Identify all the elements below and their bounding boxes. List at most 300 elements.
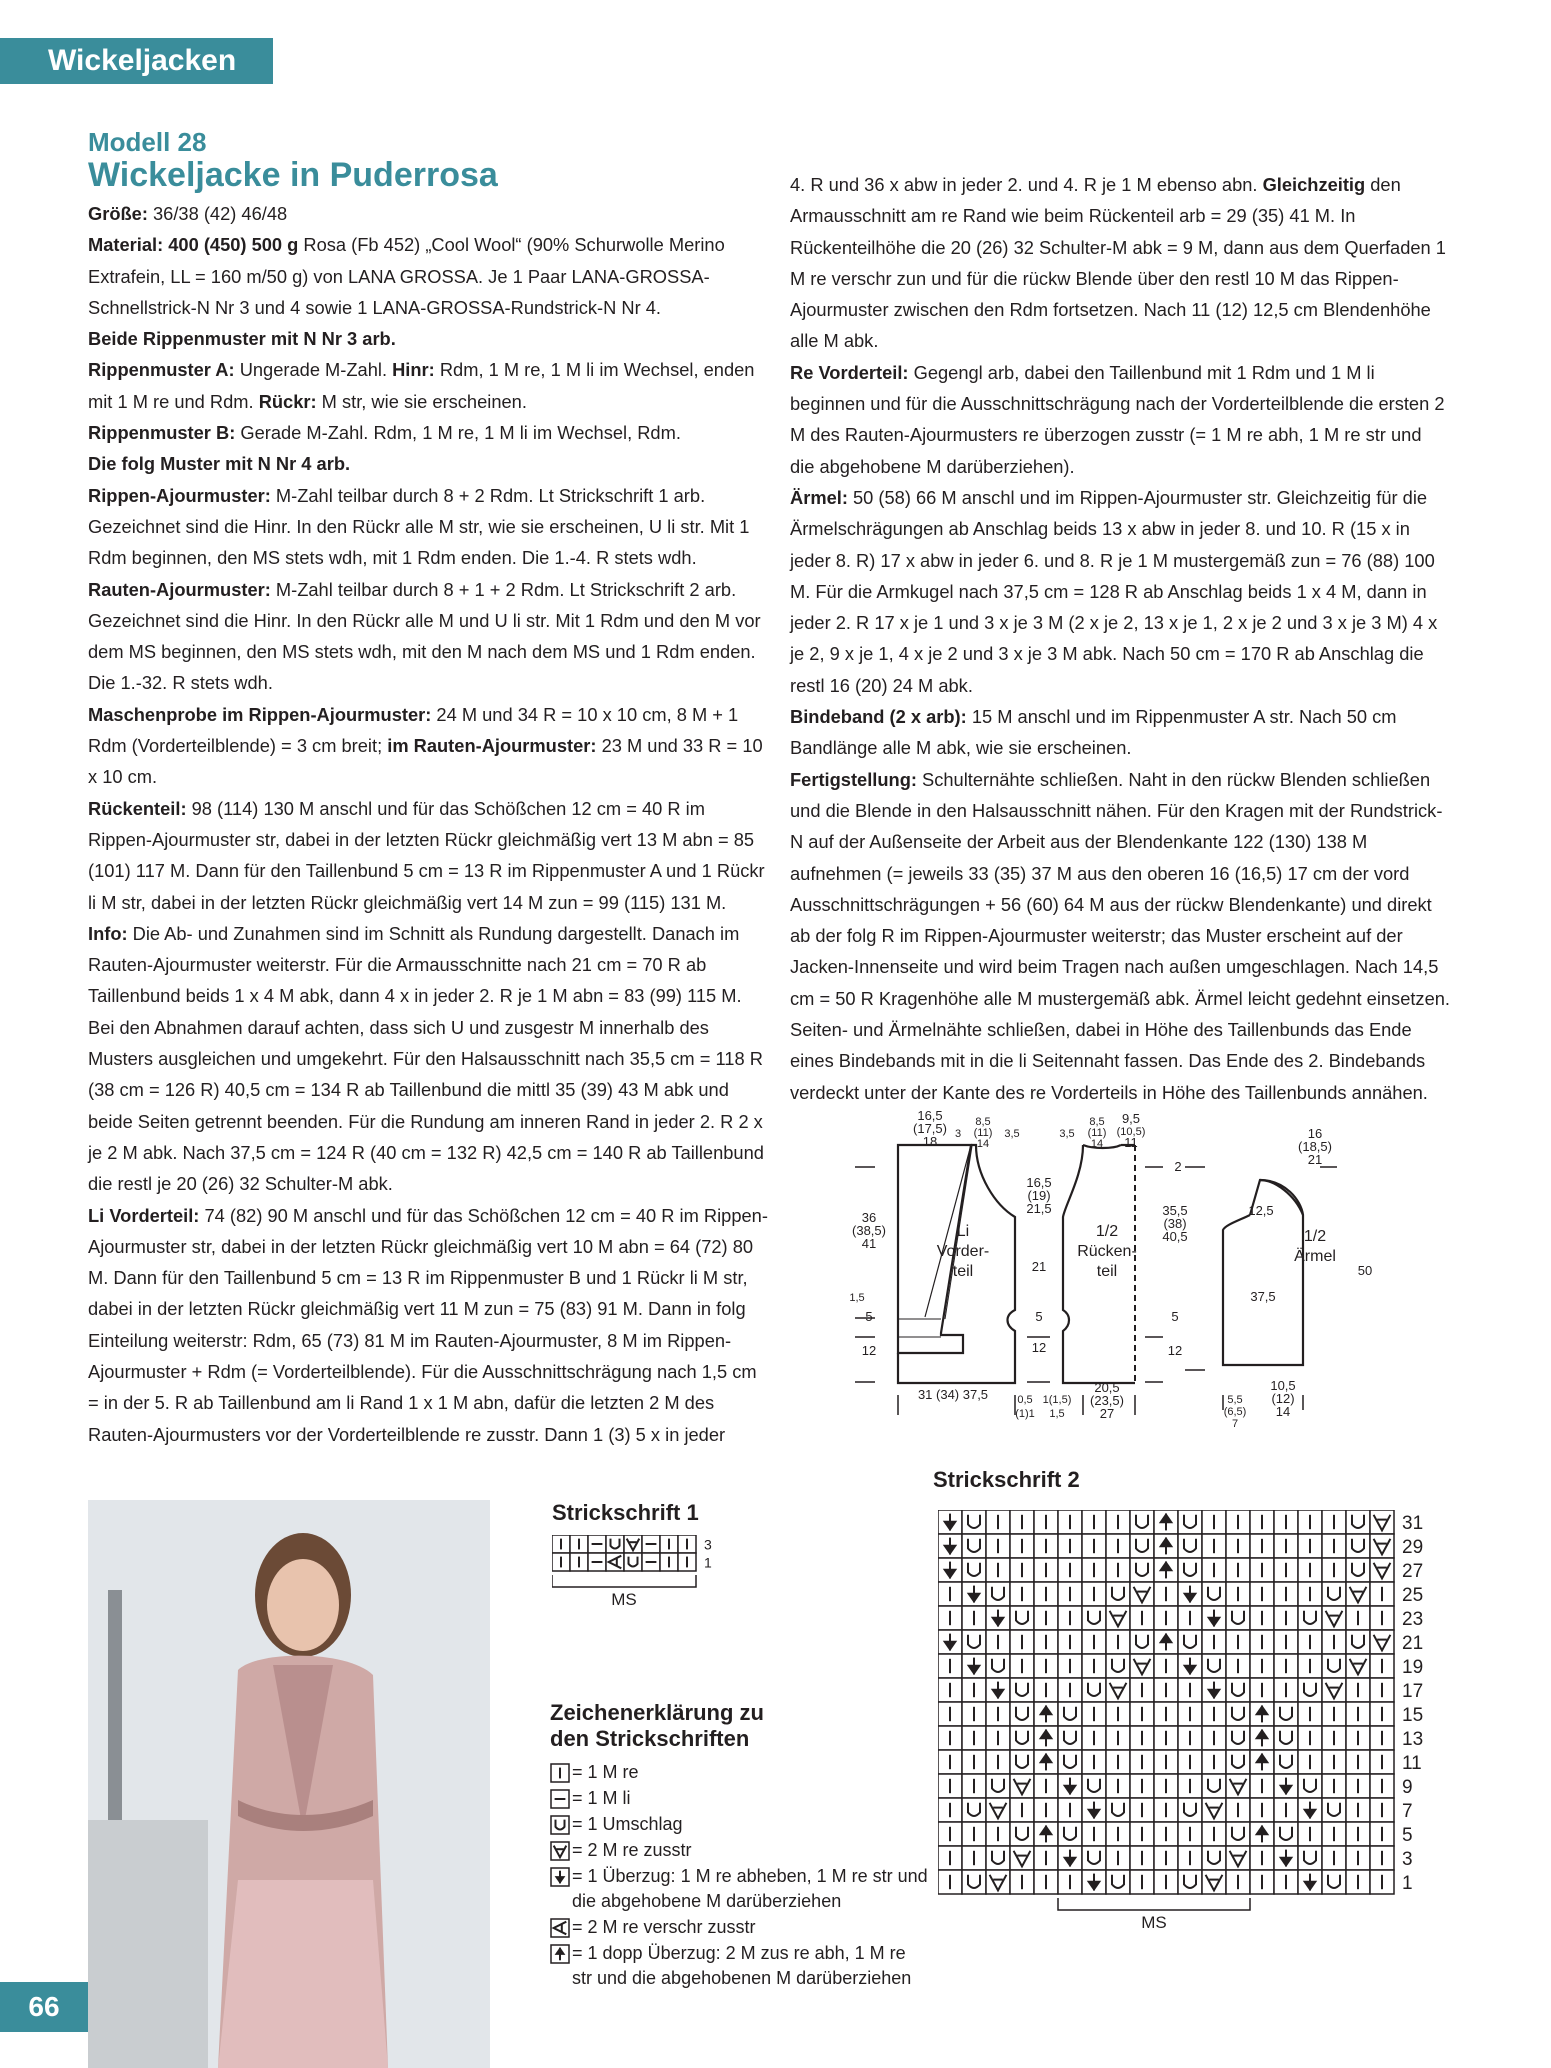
svg-text:1/2: 1/2 — [1095, 1223, 1119, 1240]
chart2-cell — [1034, 1726, 1058, 1750]
left-paragraph: Rauten-Ajourmuster: M-Zahl teilbar durch 8 + 1 + 2 Rdm. Lt Strickschrift 2 arb. Gezeichnet sind die Hinr. In den Rückr alle M und U li str. Mit 1 Rdm und den M vor dem MS beginnen, den MS stets wdh, mit den M nach dem MS und 1 Rdm enden. Die 1.-32. R stets wdh. — [88, 578, 761, 694]
legend-symbol-icon — [550, 1789, 570, 1809]
chart2-cell — [1010, 1750, 1034, 1774]
chart2-cell — [1346, 1606, 1370, 1630]
chart2-cell — [1154, 1774, 1178, 1798]
chart2-cell — [1298, 1774, 1322, 1798]
legend-item — [550, 1864, 930, 1914]
model-number: Modell 28 — [88, 127, 207, 157]
chart2-cell — [1082, 1678, 1106, 1702]
chart2-cell — [1058, 1774, 1082, 1798]
chart2-cell — [1370, 1582, 1394, 1606]
chart2-cell — [1178, 1774, 1202, 1798]
chart2-cell — [1274, 1750, 1298, 1774]
chart2-cell — [1178, 1846, 1202, 1870]
chart2-cell — [1346, 1702, 1370, 1726]
chart2-cell — [1226, 1510, 1250, 1534]
chart2-cell — [1010, 1534, 1034, 1558]
chart2-cell — [1370, 1726, 1394, 1750]
chart2-cell — [938, 1702, 962, 1726]
chart2-cell — [986, 1654, 1010, 1678]
chart2-cell — [1298, 1870, 1322, 1894]
chart2-cell — [1274, 1558, 1298, 1582]
left-paragraph: Rippenmuster A: Ungerade M-Zahl. Hinr: Rdm, 1 M re, 1 M li im Wechsel, enden mit 1 M re und Rdm. Rückr: M str, wie sie erscheinen. — [88, 359, 755, 412]
svg-text:35,5: 35,5 — [1162, 1203, 1188, 1218]
chart2-cell — [1202, 1798, 1226, 1822]
chart2-cell — [1010, 1846, 1034, 1870]
svg-text:(17,5): (17,5) — [913, 1121, 947, 1136]
chart2-cell — [1250, 1798, 1274, 1822]
chart1-cell — [678, 1535, 696, 1553]
chart2-cell — [1226, 1630, 1250, 1654]
chart2-cell — [1082, 1510, 1106, 1534]
chart2-cell — [1034, 1870, 1058, 1894]
chart2-cell — [1322, 1822, 1346, 1846]
chart1-cell — [606, 1553, 624, 1571]
chart2-cell — [1106, 1534, 1130, 1558]
chart2-cell — [1202, 1870, 1226, 1894]
chart2-cell — [1274, 1846, 1298, 1870]
chart2-cell — [1034, 1510, 1058, 1534]
chart2-cell — [1298, 1846, 1322, 1870]
chart2-cell — [938, 1870, 962, 1894]
chart2-cell — [1058, 1606, 1082, 1630]
legend-item — [550, 1941, 930, 1991]
svg-text:27: 27 — [1099, 1406, 1115, 1421]
chart2-cell — [1082, 1582, 1106, 1606]
chart2-cell — [1322, 1534, 1346, 1558]
svg-text:1(1,5): 1(1,5) — [1042, 1394, 1072, 1406]
chart2-cell — [1010, 1606, 1034, 1630]
chart2-cell — [938, 1558, 962, 1582]
chart2-cell — [1274, 1678, 1298, 1702]
chart2-cell — [1106, 1846, 1130, 1870]
chart2-cell — [1298, 1726, 1322, 1750]
legend-text: = 1 Umschlag — [572, 1814, 683, 1834]
svg-text:7: 7 — [1231, 1418, 1239, 1430]
chart2-cell — [986, 1558, 1010, 1582]
chart2-cell — [1154, 1606, 1178, 1630]
chart1-cell — [570, 1535, 588, 1553]
chart1-cell — [642, 1553, 660, 1571]
chart2-cell — [1322, 1630, 1346, 1654]
chart2-cell — [1034, 1774, 1058, 1798]
svg-text:2: 2 — [1174, 1159, 1182, 1174]
chart2-cell — [1130, 1630, 1154, 1654]
chart2-cell — [1010, 1510, 1034, 1534]
chart2-cell — [1346, 1654, 1370, 1678]
chart2-cell — [1370, 1654, 1394, 1678]
chart2-cell — [1034, 1534, 1058, 1558]
chart2-cell — [986, 1726, 1010, 1750]
chart2-cell — [1130, 1582, 1154, 1606]
svg-text:Rücken-: Rücken- — [1077, 1243, 1137, 1260]
svg-text:teil: teil — [952, 1263, 974, 1280]
chart2-cell — [1250, 1750, 1274, 1774]
chart2-cell — [962, 1606, 986, 1630]
chart2-cell — [1178, 1558, 1202, 1582]
chart2-cell — [1298, 1510, 1322, 1534]
chart2-cell — [986, 1678, 1010, 1702]
svg-text:20,5: 20,5 — [1094, 1380, 1120, 1395]
chart2-cell — [1154, 1870, 1178, 1894]
svg-text:Vorder-: Vorder- — [936, 1243, 990, 1260]
chart2-cell — [1154, 1822, 1178, 1846]
chart1-cell — [588, 1535, 606, 1553]
chart2-cell — [1250, 1510, 1274, 1534]
chart2-cell — [1058, 1846, 1082, 1870]
chart2-cell — [1250, 1534, 1274, 1558]
chart2-cell — [1370, 1534, 1394, 1558]
chart2-cell — [1226, 1654, 1250, 1678]
chart2-cell — [1370, 1846, 1394, 1870]
chart1-repeat-label: MS — [611, 1590, 637, 1609]
chart2-cell — [1226, 1846, 1250, 1870]
chart2-cell — [1130, 1534, 1154, 1558]
chart2-cell — [962, 1510, 986, 1534]
chart2-cell — [1010, 1822, 1034, 1846]
chart2-cell — [1058, 1510, 1082, 1534]
chart2-cell — [1202, 1750, 1226, 1774]
legend-title-line2: den Strickschriften — [550, 1726, 750, 1751]
chart2-cell — [938, 1774, 962, 1798]
left-paragraph: Die folg Muster mit N Nr 4 arb. — [88, 453, 351, 475]
chart2-grid — [938, 1510, 1458, 2010]
chart2-cell — [1274, 1510, 1298, 1534]
chart2-cell — [1346, 1678, 1370, 1702]
chart2-cell — [1250, 1702, 1274, 1726]
chart2-cell — [986, 1750, 1010, 1774]
chart2-cell — [986, 1870, 1010, 1894]
chart2-cell — [1250, 1870, 1274, 1894]
chart2-cell — [1274, 1654, 1298, 1678]
chart2-cell — [1202, 1534, 1226, 1558]
svg-text:3,5: 3,5 — [1004, 1128, 1020, 1140]
svg-text:10,5: 10,5 — [1270, 1378, 1296, 1393]
chart2-cell — [1154, 1654, 1178, 1678]
chart2-cell — [1250, 1678, 1274, 1702]
svg-text:1/2: 1/2 — [1303, 1228, 1327, 1245]
svg-text:8,5: 8,5 — [975, 1116, 991, 1128]
chart2-row-number: 13 — [1402, 1729, 1424, 1751]
chart2-cell — [962, 1750, 986, 1774]
chart2-cell — [1250, 1558, 1274, 1582]
left-paragraph: Rippen-Ajourmuster: M-Zahl teilbar durch 8 + 2 Rdm. Lt Strickschrift 1 arb. Gezeichnet sind die Hinr. In den Rückr alle M str, wie sie erscheinen, U li str. Mit 1 Rdm beginnen, den MS stets wdh, mit 1 Rdm enden. Die 1.-4. R stets wdh. — [88, 484, 750, 569]
chart2-cell — [986, 1582, 1010, 1606]
chart2-cell — [1202, 1558, 1226, 1582]
chart2-cell — [1250, 1606, 1274, 1630]
svg-text:(6,5): (6,5) — [1223, 1406, 1247, 1418]
chart2-cell — [986, 1534, 1010, 1558]
chart2-cell — [1226, 1822, 1250, 1846]
chart2-cell — [1034, 1702, 1058, 1726]
legend-item — [550, 1786, 930, 1811]
chart2-cell — [1010, 1798, 1034, 1822]
chart1-cell — [678, 1553, 696, 1571]
right-paragraph: 4. R und 36 x abw in jeder 2. und 4. R je 1 M ebenso abn. Gleichzeitig den Armausschnitt am re Rand wie beim Rückenteil arb = 29 (35) 41 M. In Rückenteilhöhe die 20 (26) 32 Schulter-M abk = 9 M, dann aus dem Querfaden 1 M re verschr zun und für die rückw Blende über den restl 10 M das Rippen-Ajourmuster zwischen den Rdm fortsetzen. Nach 11 (12) 12,5 cm Blendenhöhe alle M abk. — [790, 174, 1446, 352]
chart2-cell — [986, 1822, 1010, 1846]
svg-text:21: 21 — [1307, 1152, 1323, 1167]
svg-text:31 (34) 37,5: 31 (34) 37,5 — [917, 1387, 989, 1402]
chart2-cell — [1178, 1654, 1202, 1678]
chart2-cell — [1202, 1822, 1226, 1846]
chart2-title: Strickschrift 2 — [933, 1467, 1080, 1492]
left-paragraph: Maschenprobe im Rippen-Ajourmuster: 24 M und 34 R = 10 x 10 cm, 8 M + 1 Rdm (Vorderteilblende) = 3 cm breit; im Rauten-Ajourmuster: 23 M und 33 R = 10 x 10 cm. — [88, 703, 763, 788]
chart2-cell — [1346, 1630, 1370, 1654]
right-column — [790, 169, 1450, 1108]
chart2-cell — [1226, 1774, 1250, 1798]
chart2-cell — [962, 1558, 986, 1582]
legend-item — [550, 1760, 930, 1785]
left-paragraph: Größe: 36/38 (42) 46/48 — [88, 203, 288, 224]
svg-text:5: 5 — [1171, 1309, 1179, 1324]
svg-text:14: 14 — [1275, 1404, 1291, 1419]
svg-text:Li: Li — [956, 1223, 970, 1240]
chart2-cell — [1202, 1726, 1226, 1750]
chart2-cell — [1298, 1798, 1322, 1822]
chart2-cell — [1106, 1606, 1130, 1630]
chart2-cell — [1154, 1510, 1178, 1534]
chart2-cell — [1274, 1870, 1298, 1894]
chart2-cell — [1010, 1582, 1034, 1606]
chart2-cell — [1106, 1678, 1130, 1702]
chart2-cell — [938, 1726, 962, 1750]
chart2-cell — [1226, 1606, 1250, 1630]
chart2-row-number: 3 — [1402, 1849, 1413, 1871]
chart2-cell — [1082, 1774, 1106, 1798]
chart2-cell — [1154, 1726, 1178, 1750]
chart2-cell — [1274, 1726, 1298, 1750]
chart2-cell — [1130, 1558, 1154, 1582]
chart2-cell — [1346, 1822, 1370, 1846]
chart2-cell — [1106, 1870, 1130, 1894]
chart2-cell — [1226, 1582, 1250, 1606]
legend-symbol-icon — [550, 1944, 570, 1964]
chart2-cell — [938, 1798, 962, 1822]
chart2-cell — [1370, 1870, 1394, 1894]
chart2-row-number: 27 — [1402, 1561, 1424, 1583]
chart2-cell — [1202, 1510, 1226, 1534]
chart2-cell — [1034, 1558, 1058, 1582]
chart2-cell — [1058, 1678, 1082, 1702]
chart2-cell — [1322, 1726, 1346, 1750]
chart2-cell — [1058, 1654, 1082, 1678]
svg-text:41: 41 — [861, 1236, 877, 1251]
svg-text:40,5: 40,5 — [1162, 1229, 1188, 1244]
svg-text:(11): (11) — [1087, 1127, 1107, 1139]
svg-text:(12): (12) — [1271, 1391, 1295, 1406]
legend-symbol-icon — [550, 1763, 570, 1783]
chart2-cell — [962, 1702, 986, 1726]
chart2-cell — [1010, 1726, 1034, 1750]
chart2-row-number: 11 — [1402, 1753, 1422, 1775]
chart2-cell — [1322, 1606, 1346, 1630]
chart2-cell — [1346, 1534, 1370, 1558]
legend-item — [550, 1838, 930, 1863]
chart2-cell — [1034, 1630, 1058, 1654]
svg-text:36: 36 — [861, 1210, 877, 1225]
chart2-cell — [1082, 1630, 1106, 1654]
chart2-cell — [938, 1606, 962, 1630]
chart2-cell — [1058, 1534, 1082, 1558]
svg-text:(19): (19) — [1027, 1188, 1051, 1203]
chart2-cell — [1154, 1678, 1178, 1702]
right-paragraph: Re Vorderteil: Gegengl arb, dabei den Taillenbund mit 1 Rdm und 1 M li beginnen und für die Ausschnittschrägung nach der Vorderteilblende die ersten 2 M des Rauten-Ajourmusters re überzogen zusstr (= 1 M re abh, 1 M re str und die abgehobene M darüberziehen). — [790, 361, 1445, 477]
chart2-cell — [962, 1534, 986, 1558]
legend-text: = 2 M re zusstr — [572, 1840, 692, 1860]
chart2-cell — [1130, 1750, 1154, 1774]
chart2-cell — [1322, 1654, 1346, 1678]
chart1-title: Strickschrift 1 — [552, 1500, 699, 1525]
chart2-cell — [1154, 1534, 1178, 1558]
chart2-cell — [1082, 1822, 1106, 1846]
legend-symbol-icon — [550, 1867, 570, 1887]
svg-text:50: 50 — [1357, 1263, 1373, 1278]
chart2-cell — [1250, 1582, 1274, 1606]
chart2-cell — [1346, 1798, 1370, 1822]
chart2-cell — [1010, 1654, 1034, 1678]
svg-text:(38): (38) — [1163, 1216, 1187, 1231]
chart2-cell — [938, 1654, 962, 1678]
chart2-cell — [1226, 1750, 1250, 1774]
chart2-row-number: 29 — [1402, 1537, 1424, 1559]
chart2-cell — [1106, 1654, 1130, 1678]
svg-text:12: 12 — [1167, 1343, 1183, 1358]
chart2-cell — [1226, 1870, 1250, 1894]
chart2-cell — [1202, 1774, 1226, 1798]
chart2-cell — [1226, 1702, 1250, 1726]
chart2-cell — [1250, 1846, 1274, 1870]
chart2-row-number: 31 — [1402, 1513, 1424, 1535]
legend-symbol-icon — [550, 1841, 570, 1861]
chart2-cell — [1298, 1582, 1322, 1606]
chart2-cell — [1058, 1870, 1082, 1894]
chart2-cell — [986, 1510, 1010, 1534]
chart2-cell — [1322, 1678, 1346, 1702]
chart2-cell — [986, 1702, 1010, 1726]
chart2-cell — [1010, 1702, 1034, 1726]
svg-text:12,5: 12,5 — [1248, 1203, 1274, 1218]
chart2-cell — [1370, 1798, 1394, 1822]
chart2-cell — [1346, 1558, 1370, 1582]
chart2-cell — [1370, 1822, 1394, 1846]
chart2-cell — [1178, 1582, 1202, 1606]
chart2-cell — [1058, 1798, 1082, 1822]
svg-text:12: 12 — [1031, 1340, 1047, 1355]
chart2-cell — [986, 1630, 1010, 1654]
chart2-cell — [1298, 1606, 1322, 1630]
svg-text:(1)1: (1)1 — [1015, 1408, 1035, 1420]
chart2-cell — [1130, 1606, 1154, 1630]
chart2-cell — [1106, 1750, 1130, 1774]
svg-text:18: 18 — [922, 1134, 938, 1149]
chart2-cell — [1346, 1870, 1370, 1894]
schematic-diagram — [845, 1105, 1405, 1435]
legend-text: = 1 M re — [572, 1762, 639, 1782]
chart2-cell — [1178, 1798, 1202, 1822]
left-paragraph: Rückenteil: 98 (114) 130 M anschl und für das Schößchen 12 cm = 40 R im Rippen-Ajourmuster str, dabei in der letzten Rückr gleichmäßig vert 13 M abn = 85 (101) 117 M. Dann für den Taillenbund 5 cm = 13 R im Rippenmuster A und 1 Rückr li M str, dabei in der letzten Rückr gleichmäßig vert 14 M zun = 99 (115) 131 M. Info: Die Ab- und Zunahmen sind im Schnitt als Rundung dargestellt. Danach im Rauten-Ajourmuster weiterstr. Für die Armausschnitte nach 21 cm = 70 R ab Taillenbund beids 1 x 4 M abk, dann 4 x in jeder 2. R je 1 M abn = 83 (99) 115 M. Bei den Abnahmen darauf achten, dass sich U und zusgestr M innerhalb des Musters ausgleichen und umgekehrt. Für den Halsausschnitt nach 35,5 cm = 118 R (38 cm = 126 R) 40,5 cm = 134 R ab Taillenbund die mittl 35 (39) 43 M abk und beide Seiten getrennt beenden. Für die Rundung am inneren Rand in jeder 2. R 2 x je 2 M abk. Nach 37,5 cm = 124 R (40 cm = 132 R) 42,5 cm = 140 R ab Taillenbund die restl je 20 (26) 32 Schulter-M abk. — [88, 797, 765, 1195]
chart2-cell — [1178, 1510, 1202, 1534]
chart2-cell — [1106, 1510, 1130, 1534]
chart2-cell — [938, 1534, 962, 1558]
chart2-cell — [1274, 1534, 1298, 1558]
chart2-cell — [1178, 1630, 1202, 1654]
chart2-cell — [1058, 1630, 1082, 1654]
chart2-cell — [1154, 1846, 1178, 1870]
chart2-cell — [962, 1798, 986, 1822]
chart1-cell — [660, 1553, 678, 1571]
chart2-cell — [1034, 1654, 1058, 1678]
chart1-cell — [642, 1535, 660, 1553]
legend-text: = 1 Überzug: 1 M re abheben, 1 M re str und die abgehobene M darüberziehen — [572, 1866, 928, 1911]
chart2-cell — [1082, 1534, 1106, 1558]
svg-text:14: 14 — [976, 1138, 990, 1150]
chart2-cell — [1010, 1558, 1034, 1582]
chart2-cell — [1322, 1798, 1346, 1822]
chart2-cell — [1178, 1678, 1202, 1702]
chart2-cell — [1202, 1654, 1226, 1678]
chart2-cell — [1370, 1750, 1394, 1774]
chart1-cell — [588, 1553, 606, 1571]
chart2-cell — [1058, 1750, 1082, 1774]
chart2-cell — [1298, 1630, 1322, 1654]
chart2-cell — [1106, 1582, 1130, 1606]
chart2-cell — [1322, 1558, 1346, 1582]
chart2-cell — [1034, 1678, 1058, 1702]
chart2-cell — [1226, 1534, 1250, 1558]
chart1-cell — [624, 1535, 642, 1553]
chart2-cell — [962, 1822, 986, 1846]
chart2-cell — [938, 1750, 962, 1774]
chart2-cell — [1322, 1510, 1346, 1534]
chart2-cell — [1010, 1870, 1034, 1894]
chart2-cell — [1178, 1606, 1202, 1630]
chart2-cell — [1322, 1846, 1346, 1870]
chart2-cell — [1154, 1630, 1178, 1654]
chart2-cell — [1106, 1822, 1130, 1846]
svg-text:14: 14 — [1090, 1138, 1104, 1150]
chart2-cell — [1106, 1558, 1130, 1582]
chart2-cell — [1058, 1702, 1082, 1726]
chart2-cell — [1346, 1510, 1370, 1534]
chart2-cell — [1130, 1846, 1154, 1870]
chart2-cell — [1130, 1726, 1154, 1750]
svg-text:(38,5): (38,5) — [852, 1223, 886, 1238]
svg-text:9,5: 9,5 — [1121, 1111, 1141, 1126]
chart1-row-number: 3 — [704, 1536, 712, 1553]
chart2-cell — [1034, 1606, 1058, 1630]
chart2-cell — [1034, 1822, 1058, 1846]
svg-text:Ärmel: Ärmel — [1294, 1248, 1336, 1265]
chart1-repeat-bracket — [552, 1575, 696, 1587]
chart2-cell — [1130, 1654, 1154, 1678]
chart2-cell — [1250, 1774, 1274, 1798]
chart2-cell — [1154, 1702, 1178, 1726]
chart2-cell — [986, 1606, 1010, 1630]
chart2-cell — [962, 1654, 986, 1678]
chart2-row-number: 15 — [1402, 1705, 1424, 1727]
chart2-cell — [1130, 1774, 1154, 1798]
legend — [550, 1700, 930, 1992]
chart2-cell — [1130, 1870, 1154, 1894]
chart2-cell — [1274, 1774, 1298, 1798]
chart2-repeat-label: MS — [1141, 1913, 1167, 1932]
svg-text:8,5: 8,5 — [1089, 1116, 1105, 1128]
chart2-cell — [1130, 1822, 1154, 1846]
chart2-cell — [986, 1798, 1010, 1822]
chart2-cell — [938, 1510, 962, 1534]
chart2-cell — [1010, 1630, 1034, 1654]
